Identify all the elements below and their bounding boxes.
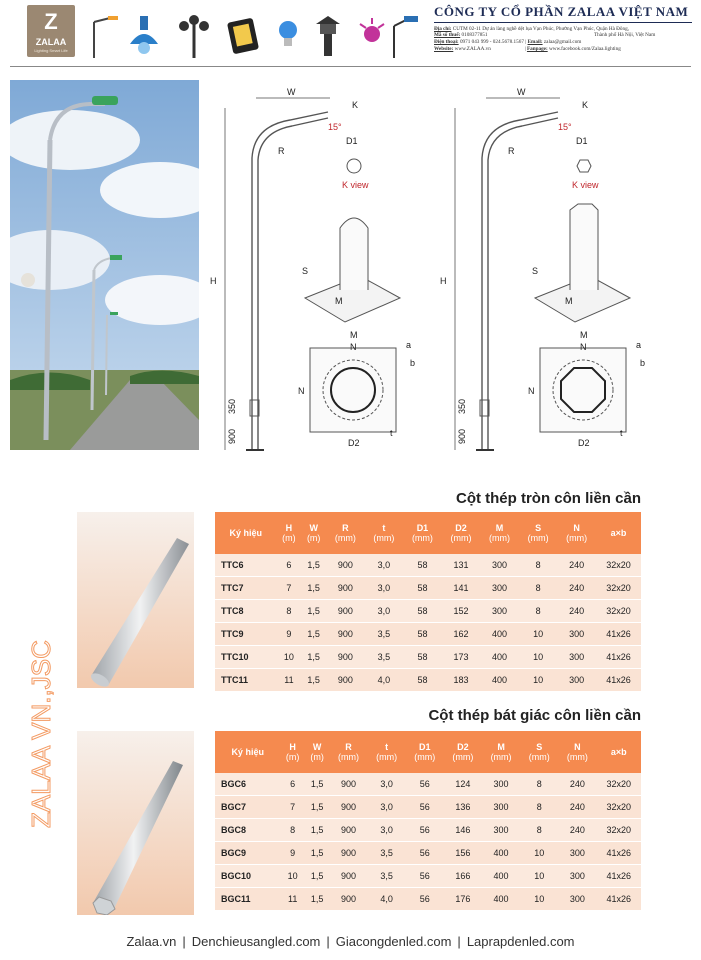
table-cell: 300 xyxy=(557,646,596,669)
street-pole-icon xyxy=(94,16,118,58)
table-row xyxy=(215,554,641,577)
table-cell: 1,5 xyxy=(301,623,326,646)
round-pole-thumbnail xyxy=(77,512,194,688)
column-header xyxy=(442,512,481,554)
label-n-side: N xyxy=(528,386,535,396)
column-header-unit: (m) xyxy=(282,533,296,543)
model-code-cell: TTC10 xyxy=(215,646,277,669)
table-row xyxy=(215,796,641,819)
table-cell: 900 xyxy=(329,842,367,865)
logo-name: ZALAA xyxy=(35,37,67,47)
column-header xyxy=(519,512,558,554)
footer-link[interactable]: Denchieusangled.com xyxy=(191,934,321,949)
table-row xyxy=(215,865,641,888)
table-cell: 300 xyxy=(482,773,520,796)
table-cell: 7 xyxy=(280,796,305,819)
column-header-label: W xyxy=(309,523,318,533)
garden-lamp-icon xyxy=(179,15,209,58)
column-header-label: S xyxy=(535,523,542,533)
table-cell: 1,5 xyxy=(305,865,330,888)
company-name: CÔNG TY CỔ PHẦN ZALAA VIỆT NAM xyxy=(434,4,689,19)
table-cell: 240 xyxy=(558,819,596,842)
table-cell: 183 xyxy=(442,669,481,692)
table-cell: 300 xyxy=(558,888,596,911)
table-cell: 300 xyxy=(480,577,519,600)
table-cell: 3,5 xyxy=(365,623,404,646)
product-icons-row xyxy=(88,14,418,60)
table-cell: 10 xyxy=(519,669,558,692)
table-cell: 3,5 xyxy=(368,842,406,865)
spec-table-octagonal xyxy=(215,731,641,911)
tax-line: Mã số thuế: 0108377851 Thành phố Hà Nội, Việt Nam xyxy=(434,32,656,38)
column-header-unit: (mm) xyxy=(452,752,474,762)
column-header-label: a×b xyxy=(610,747,627,757)
table-cell: 4,0 xyxy=(368,888,406,911)
table-cell: 1,5 xyxy=(305,773,330,796)
label-k-view: K view xyxy=(342,180,369,190)
table-cell: 173 xyxy=(442,646,481,669)
label-m-3d: M xyxy=(565,296,573,306)
label-m-3d: M xyxy=(335,296,343,306)
table-cell: 10 xyxy=(520,842,558,865)
table-cell: 166 xyxy=(444,865,482,888)
table-cell: 9 xyxy=(277,623,302,646)
table-cell: 900 xyxy=(329,819,367,842)
model-code-cell: BGC8 xyxy=(215,819,280,842)
table-cell: 400 xyxy=(482,842,520,865)
table-cell: 1,5 xyxy=(301,577,326,600)
table-cell: 3,5 xyxy=(365,646,404,669)
table-cell: 56 xyxy=(406,865,444,888)
column-header-label: R xyxy=(342,523,349,533)
table-cell: 400 xyxy=(480,669,519,692)
label-angle: 15° xyxy=(558,122,572,132)
table-row xyxy=(215,842,641,865)
address-line-1: Địa chỉ: CUTM 02-11 Dự án làng nghề dệt lụa Vạn Phúc, Phường Vạn Phúc, Quận Hà Đông, xyxy=(434,26,629,32)
table-cell: 3,5 xyxy=(368,865,406,888)
model-code-cell: TTC9 xyxy=(215,623,277,646)
column-header xyxy=(301,512,326,554)
column-header xyxy=(520,731,558,773)
table-cell: 8 xyxy=(520,796,558,819)
label-b: b xyxy=(640,358,646,368)
label-m-plan: M xyxy=(350,330,358,340)
label-r: R xyxy=(508,146,515,156)
table-cell: 1,5 xyxy=(301,646,326,669)
table-cell: 300 xyxy=(557,623,596,646)
column-header xyxy=(480,512,519,554)
table-cell: 41x26 xyxy=(596,623,641,646)
column-header xyxy=(596,731,641,773)
column-header-unit: (mm) xyxy=(566,752,588,762)
column-header-label: H xyxy=(285,523,293,533)
table-cell: 58 xyxy=(403,577,442,600)
model-code-cell: BGC6 xyxy=(215,773,280,796)
table-cell: 32x20 xyxy=(596,577,641,600)
table-cell: 300 xyxy=(557,669,596,692)
label-350: 350 xyxy=(457,398,467,414)
column-header-label: D1 xyxy=(416,523,429,533)
table-cell: 1,5 xyxy=(305,819,330,842)
model-code-cell: BGC9 xyxy=(215,842,280,865)
table-cell: 41x26 xyxy=(596,646,641,669)
table-cell: 58 xyxy=(403,669,442,692)
label-d2: D2 xyxy=(578,438,590,448)
column-header-label: t xyxy=(385,742,389,752)
table-cell: 8 xyxy=(520,773,558,796)
table-row xyxy=(215,577,641,600)
label-900: 900 xyxy=(457,428,467,444)
table-cell: 240 xyxy=(558,796,596,819)
svg-text:ZALAA VN.,JSC: ZALAA VN.,JSC xyxy=(26,640,56,828)
table-cell: 136 xyxy=(444,796,482,819)
label-350: 350 xyxy=(227,398,237,414)
table-cell: 9 xyxy=(280,842,305,865)
round-pole-image xyxy=(77,512,194,688)
website-line: Website: www.ZALAA.vn | Fanpage: www.facebook.com/Zalaa.lighting xyxy=(434,46,621,52)
column-header-unit: (mm) xyxy=(566,533,588,543)
column-header xyxy=(305,731,330,773)
column-header-unit: (mm) xyxy=(489,533,511,543)
model-code-cell: TTC8 xyxy=(215,600,277,623)
table-cell: 300 xyxy=(558,865,596,888)
table-cell: 8 xyxy=(520,819,558,842)
table-row xyxy=(215,600,641,623)
model-code-cell: TTC6 xyxy=(215,554,277,577)
table-cell: 41x26 xyxy=(596,888,641,911)
table-cell: 152 xyxy=(442,600,481,623)
label-d1: D1 xyxy=(576,136,588,146)
column-header-unit: (m) xyxy=(285,752,300,762)
column-header-unit: (mm) xyxy=(334,533,356,543)
table-cell: 162 xyxy=(442,623,481,646)
table-cell: 3,0 xyxy=(368,819,406,842)
table-cell: 3,0 xyxy=(368,773,406,796)
table-cell: 141 xyxy=(442,577,481,600)
table-cell: 7 xyxy=(277,577,302,600)
footer-link[interactable]: Zalaa.vn xyxy=(126,934,177,949)
table-cell: 300 xyxy=(482,796,520,819)
table-cell: 41x26 xyxy=(596,865,641,888)
table-cell: 6 xyxy=(277,554,302,577)
table-cell: 3,0 xyxy=(365,554,404,577)
label-n-plan: N xyxy=(580,342,587,352)
table-cell: 300 xyxy=(480,554,519,577)
column-header-label: Ký hiệu xyxy=(229,528,263,538)
table-cell: 900 xyxy=(326,554,365,577)
column-header-unit: (mm) xyxy=(527,533,549,543)
column-header-unit: (mm) xyxy=(414,752,436,762)
column-header-label: D2 xyxy=(457,742,469,752)
table-cell: 56 xyxy=(406,888,444,911)
column-header xyxy=(277,512,302,554)
column-header-unit: (mm) xyxy=(411,533,433,543)
column-header-unit: (mm) xyxy=(450,533,472,543)
table-cell: 240 xyxy=(557,554,596,577)
column-header xyxy=(215,731,280,773)
label-d1: D1 xyxy=(346,136,358,146)
label-b: b xyxy=(410,358,416,368)
led-street-lamp-icon xyxy=(394,16,418,58)
table-cell: 56 xyxy=(406,773,444,796)
table-cell: 32x20 xyxy=(596,600,641,623)
column-header-label: W xyxy=(312,742,322,752)
table-header-row xyxy=(215,731,641,773)
table-cell: 900 xyxy=(329,796,367,819)
table-cell: 56 xyxy=(406,842,444,865)
label-k: K xyxy=(352,100,359,110)
header-divider xyxy=(10,66,691,67)
company-logo xyxy=(27,5,75,57)
table-cell: 41x26 xyxy=(596,842,641,865)
label-h: H xyxy=(440,276,447,286)
column-header xyxy=(557,512,596,554)
table-cell: 32x20 xyxy=(596,819,641,842)
table-row xyxy=(215,669,641,692)
table-cell: 900 xyxy=(329,865,367,888)
label-t: t xyxy=(390,428,393,438)
column-header-unit: (mm) xyxy=(528,752,550,762)
table-cell: 1,5 xyxy=(305,888,330,911)
table-cell: 156 xyxy=(444,842,482,865)
column-header-unit: (m) xyxy=(310,752,324,762)
column-header-label: a×b xyxy=(610,528,627,538)
table-cell: 10 xyxy=(520,865,558,888)
table-cell: 240 xyxy=(558,773,596,796)
label-t: t xyxy=(620,428,623,438)
label-angle: 15° xyxy=(328,122,342,132)
table-cell: 400 xyxy=(482,865,520,888)
bollard-lamp-icon xyxy=(316,16,340,56)
column-header-label: N xyxy=(574,742,581,752)
label-900: 900 xyxy=(227,428,237,444)
street-light-photo xyxy=(10,80,199,450)
table-cell: 10 xyxy=(519,623,558,646)
table-cell: 58 xyxy=(403,623,442,646)
table-title-octagonal: Cột thép bát giác côn liền cần xyxy=(428,707,641,724)
table-cell: 10 xyxy=(520,888,558,911)
table-cell: 4,0 xyxy=(365,669,404,692)
table-cell: 1,5 xyxy=(301,554,326,577)
footer-separator: | xyxy=(326,934,330,949)
octagonal-pole-thumbnail xyxy=(77,731,194,915)
label-r: R xyxy=(278,146,285,156)
table-cell: 32x20 xyxy=(596,554,641,577)
column-header-label: D2 xyxy=(455,523,467,533)
table-cell: 8 xyxy=(519,577,558,600)
column-header-unit: (mm) xyxy=(338,752,359,762)
column-header-unit: (mm) xyxy=(490,752,512,762)
table-row xyxy=(215,623,641,646)
table-cell: 900 xyxy=(329,888,367,911)
column-header xyxy=(368,731,406,773)
table-cell: 8 xyxy=(519,600,558,623)
table-cell: 176 xyxy=(444,888,482,911)
table-cell: 900 xyxy=(326,600,365,623)
column-header xyxy=(558,731,596,773)
table-title-round: Cột thép tròn côn liền cần xyxy=(455,490,641,507)
table-row xyxy=(215,773,641,796)
octagonal-pole-image xyxy=(77,731,194,915)
table-cell: 300 xyxy=(482,819,520,842)
footer-separator: | xyxy=(457,934,461,949)
column-header-label: S xyxy=(536,742,543,752)
table-cell: 56 xyxy=(406,819,444,842)
flood-light-icon xyxy=(227,18,259,55)
column-header xyxy=(329,731,367,773)
column-header xyxy=(365,512,404,554)
table-cell: 8 xyxy=(519,554,558,577)
table-row xyxy=(215,888,641,911)
column-header-label: M xyxy=(497,742,505,752)
table-cell: 1,5 xyxy=(305,842,330,865)
table-cell: 3,0 xyxy=(368,796,406,819)
label-h: H xyxy=(210,276,217,286)
column-header-unit: (m) xyxy=(306,533,321,543)
model-code-cell: TTC7 xyxy=(215,577,277,600)
logo-letter: Z xyxy=(44,9,58,34)
table-cell: 1,5 xyxy=(301,600,326,623)
table-cell: 58 xyxy=(403,646,442,669)
table-cell: 400 xyxy=(482,888,520,911)
table-cell: 900 xyxy=(326,577,365,600)
table-cell: 300 xyxy=(480,600,519,623)
model-code-cell: BGC11 xyxy=(215,888,280,911)
column-header xyxy=(280,731,305,773)
column-header-label: H xyxy=(289,742,296,752)
label-n-side: N xyxy=(298,386,305,396)
column-header xyxy=(403,512,442,554)
column-header xyxy=(326,512,365,554)
model-code-cell: BGC7 xyxy=(215,796,280,819)
footer-link[interactable]: Laprapdenled.com xyxy=(466,934,575,949)
label-a: a xyxy=(406,340,412,350)
table-cell: 900 xyxy=(329,773,367,796)
column-header-label: R xyxy=(345,742,352,752)
table-cell: 10 xyxy=(277,646,302,669)
footer-separator: | xyxy=(182,934,186,949)
spec-table-round xyxy=(215,512,641,692)
table-cell: 240 xyxy=(557,577,596,600)
table-cell: 10 xyxy=(280,865,305,888)
column-header xyxy=(596,512,641,554)
model-code-cell: BGC10 xyxy=(215,865,280,888)
table-cell: 58 xyxy=(403,554,442,577)
company-underline xyxy=(434,22,692,23)
label-d2: D2 xyxy=(348,438,360,448)
table-cell: 400 xyxy=(480,646,519,669)
label-m-plan: M xyxy=(580,330,588,340)
bulb-icon xyxy=(279,21,297,46)
column-header xyxy=(444,731,482,773)
label-k: K xyxy=(582,100,589,110)
table-cell: 124 xyxy=(444,773,482,796)
label-w: W xyxy=(517,87,526,97)
table-cell: 900 xyxy=(326,623,365,646)
column-header xyxy=(215,512,277,554)
table-cell: 400 xyxy=(480,623,519,646)
column-header-unit: (mm) xyxy=(373,533,395,543)
label-w: W xyxy=(287,87,296,97)
table-cell: 900 xyxy=(326,646,365,669)
phone-line: Điện thoại: 0971 043 999 - 024.5678.1567 | Email: zalaa@gmail.com xyxy=(434,39,582,45)
table-cell: 11 xyxy=(280,888,305,911)
column-header xyxy=(482,731,520,773)
column-header-label: D1 xyxy=(419,742,431,752)
label-a: a xyxy=(636,340,642,350)
table-cell: 8 xyxy=(277,600,302,623)
column-header-label: N xyxy=(573,523,580,533)
footer-links xyxy=(0,934,701,949)
column-header-unit: (mm) xyxy=(376,752,398,762)
table-cell: 32x20 xyxy=(596,796,641,819)
column-header-label: t xyxy=(382,523,386,533)
column-header-label: Ký hiệu xyxy=(231,747,264,757)
table-cell: 146 xyxy=(444,819,482,842)
table-cell: 3,0 xyxy=(365,577,404,600)
model-code-cell: TTC11 xyxy=(215,669,277,692)
label-s: S xyxy=(302,266,309,276)
table-header-row xyxy=(215,512,641,554)
label-k-view: K view xyxy=(572,180,599,190)
table-cell: 300 xyxy=(558,842,596,865)
table-cell: 11 xyxy=(277,669,302,692)
table-cell: 1,5 xyxy=(305,796,330,819)
led-chip-icon xyxy=(360,18,384,42)
table-cell: 6 xyxy=(280,773,305,796)
table-cell: 41x26 xyxy=(596,669,641,692)
column-header-label: M xyxy=(495,523,504,533)
label-n-plan: N xyxy=(350,342,357,352)
vertical-watermark xyxy=(20,600,60,830)
table-row xyxy=(215,819,641,842)
table-cell: 58 xyxy=(403,600,442,623)
table-cell: 240 xyxy=(557,600,596,623)
high-bay-lamp-icon xyxy=(130,16,158,54)
table-cell: 131 xyxy=(442,554,481,577)
table-cell: 32x20 xyxy=(596,773,641,796)
pole-technical-diagram xyxy=(200,78,660,458)
table-cell: 56 xyxy=(406,796,444,819)
column-header xyxy=(406,731,444,773)
table-cell: 1,5 xyxy=(301,669,326,692)
octagonal-pole-drawing xyxy=(440,87,645,450)
table-cell: 8 xyxy=(280,819,305,842)
round-pole-drawing xyxy=(210,87,415,450)
table-cell: 900 xyxy=(326,669,365,692)
table-cell: 3,0 xyxy=(365,600,404,623)
footer-link[interactable]: Giacongdenled.com xyxy=(335,934,452,949)
label-s: S xyxy=(532,266,539,276)
table-cell: 10 xyxy=(519,646,558,669)
logo-tagline: Lighting Smart Life xyxy=(34,48,68,53)
table-row xyxy=(215,646,641,669)
